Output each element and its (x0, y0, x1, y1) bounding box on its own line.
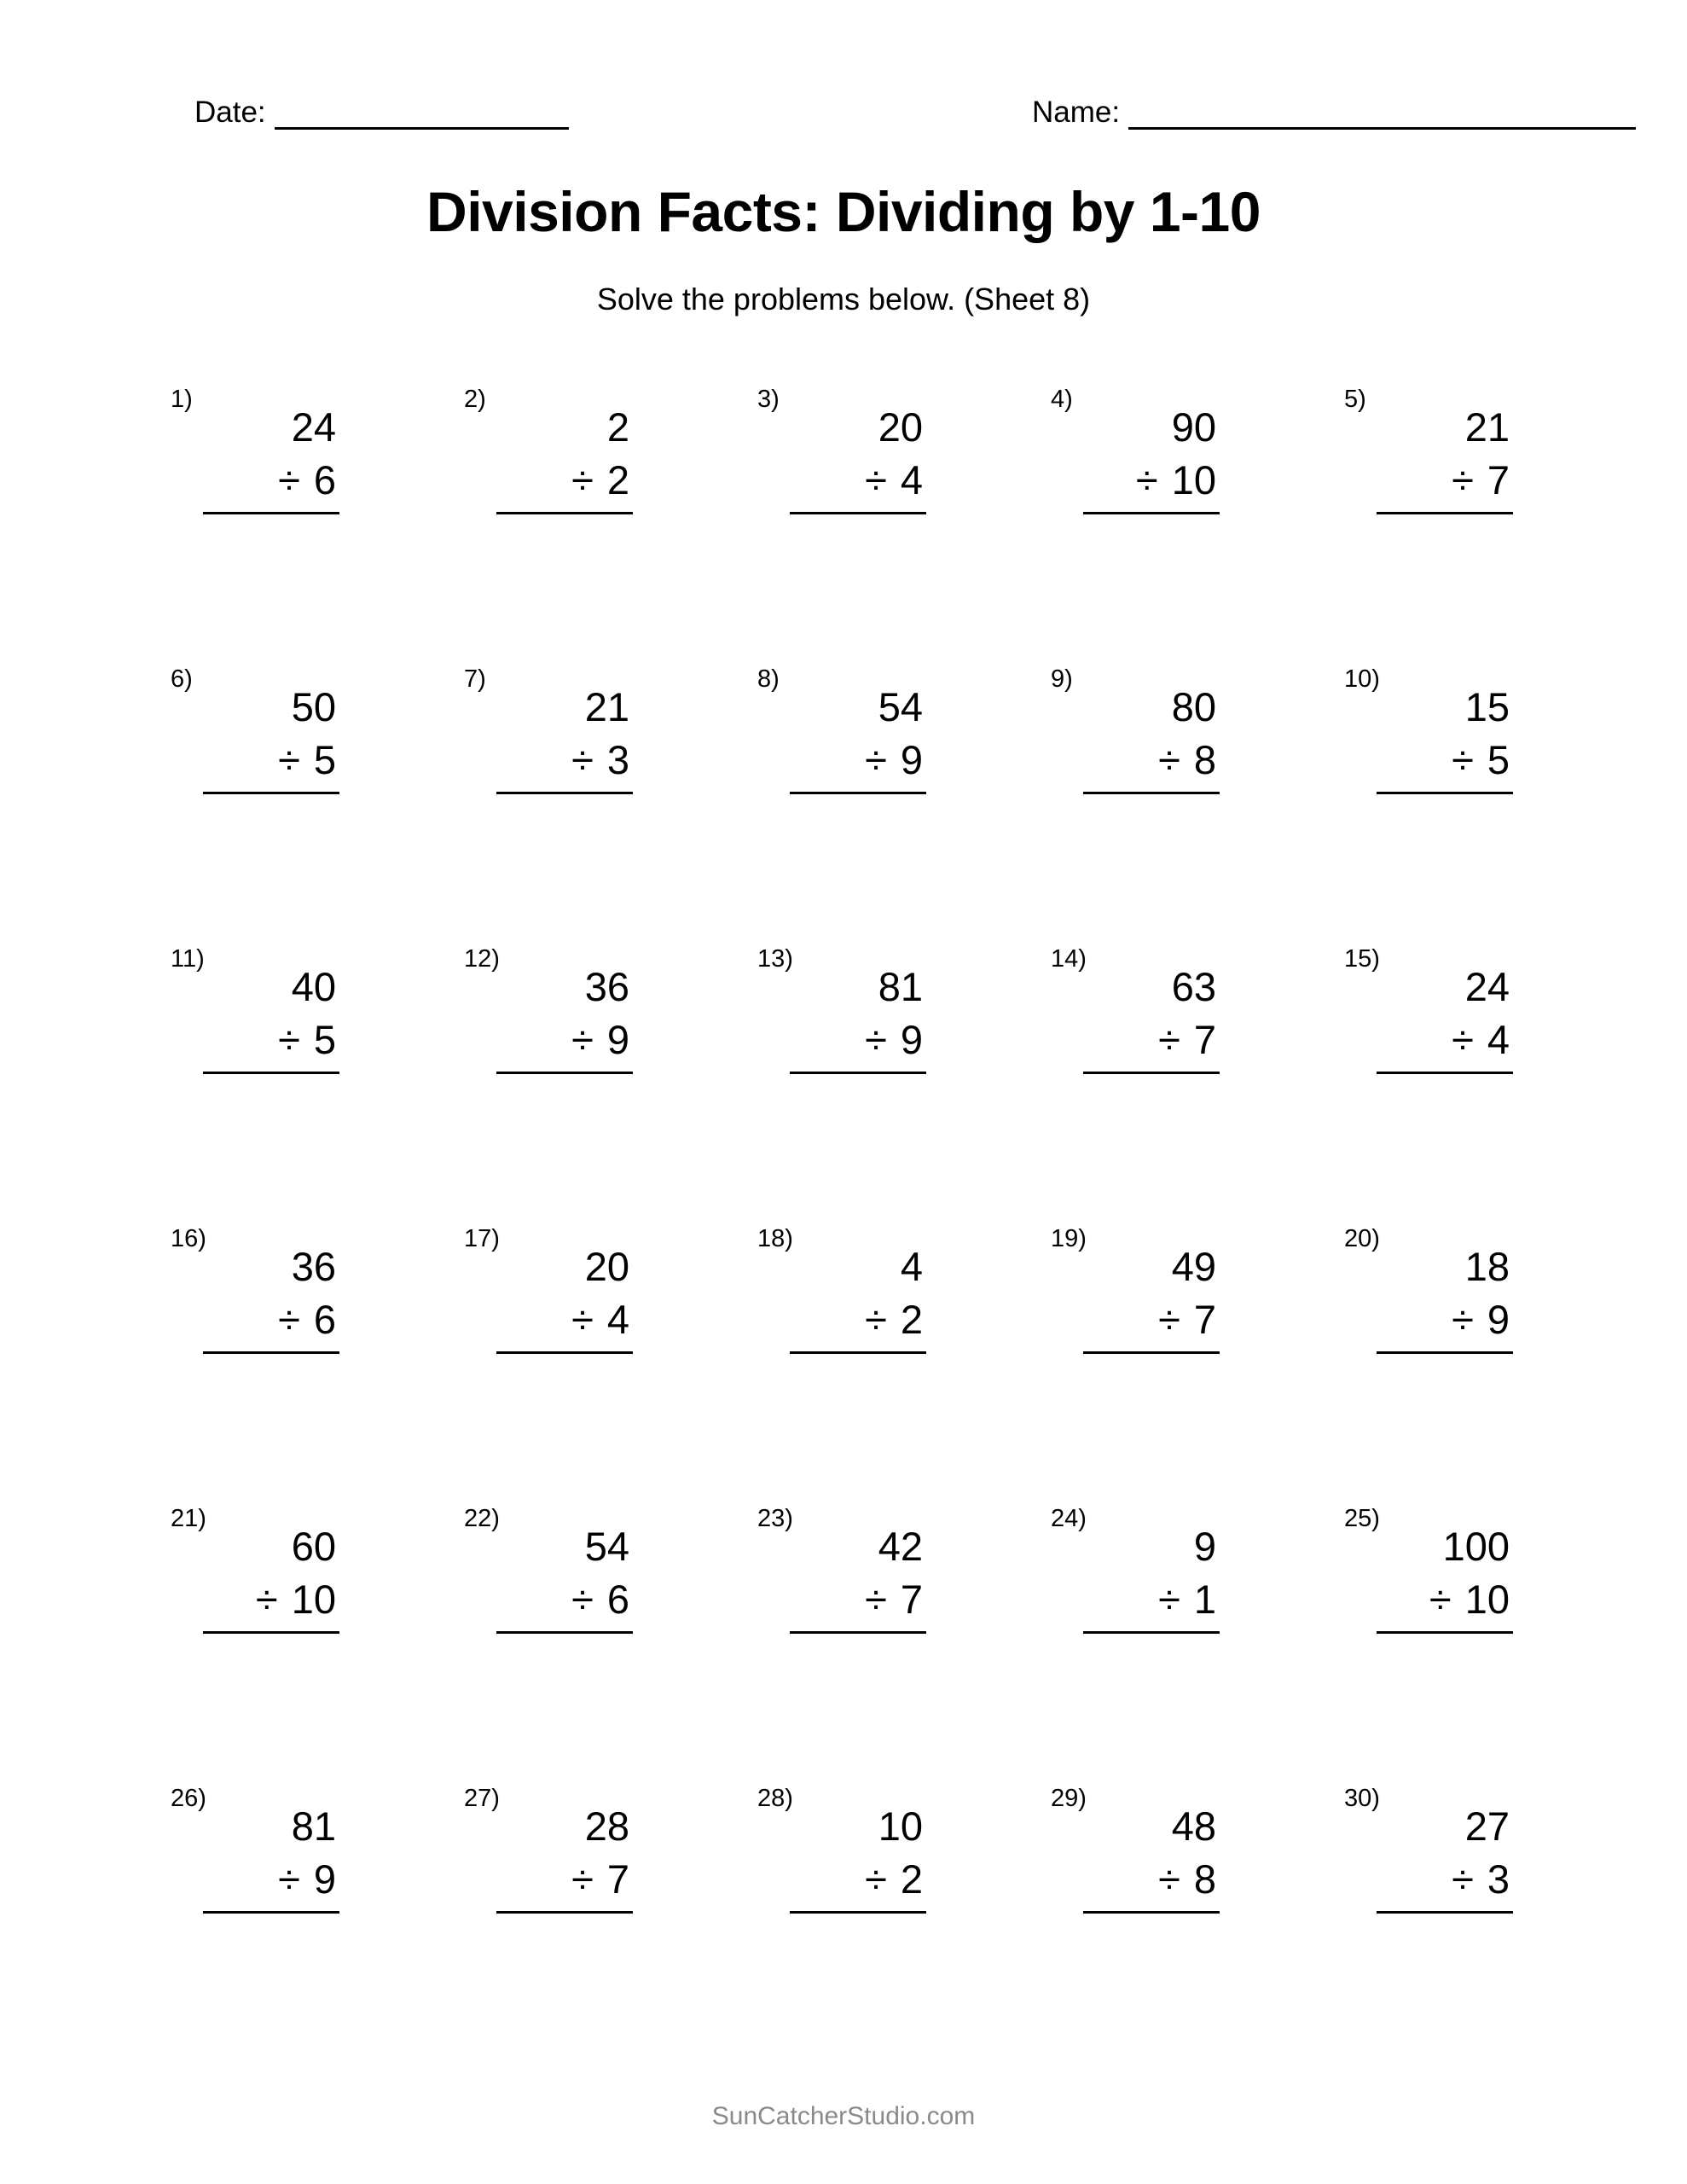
problem-item (1008, 1505, 1301, 1785)
problem-box (790, 1520, 926, 1663)
answer-space[interactable] (203, 514, 339, 543)
divisor: 7 (1193, 1297, 1216, 1342)
divisor-row (1377, 1293, 1513, 1354)
division-sign-icon: ÷ (1135, 457, 1158, 502)
divisor-row (203, 1293, 339, 1354)
division-sign-icon: ÷ (865, 1297, 887, 1342)
divisor-row (1083, 734, 1220, 794)
divisor: 10 (1171, 457, 1216, 502)
division-sign-icon: ÷ (278, 1297, 300, 1342)
problem-item (128, 1225, 421, 1505)
worksheet-header (0, 96, 1687, 147)
problems-grid (128, 386, 1595, 2065)
dividend: 36 (291, 1244, 336, 1289)
divisor-row (1083, 454, 1220, 514)
divisor: 10 (291, 1577, 336, 1622)
problem-number: 30) (1344, 1785, 1380, 1812)
divisor: 4 (606, 1297, 629, 1342)
problem-box (1377, 681, 1513, 823)
divisor-row (496, 1853, 633, 1914)
answer-space[interactable] (203, 794, 339, 823)
problem-item (715, 1785, 1008, 2065)
dividend: 4 (900, 1244, 923, 1289)
answer-space[interactable] (496, 1914, 633, 1943)
division-sign-icon: ÷ (1452, 737, 1474, 782)
site-credit: SunCatcherStudio.com (711, 2102, 976, 2130)
problem-number: 24) (1051, 1505, 1087, 1532)
division-sign-icon: ÷ (571, 737, 594, 782)
problem-box (1083, 1520, 1220, 1663)
problem-box (496, 1520, 633, 1663)
answer-space[interactable] (203, 1914, 339, 1943)
division-sign-icon: ÷ (571, 1017, 594, 1062)
division-sign-icon: ÷ (571, 1856, 594, 1902)
divisor: 7 (1487, 457, 1510, 502)
problem-number: 10) (1344, 665, 1380, 693)
divisor: 4 (1487, 1017, 1510, 1062)
divisor-row (203, 1014, 339, 1074)
problem-number: 18) (757, 1225, 793, 1252)
problem-item (421, 665, 715, 945)
divisor-row (1377, 1014, 1513, 1074)
name-write-line[interactable] (1128, 102, 1636, 130)
divisor: 6 (313, 457, 336, 502)
problem-number: 27) (464, 1785, 500, 1812)
problem-item (715, 945, 1008, 1225)
dividend: 90 (1171, 404, 1216, 450)
division-sign-icon: ÷ (278, 457, 300, 502)
problem-number: 2) (464, 386, 486, 413)
problem-number: 19) (1051, 1225, 1087, 1252)
problem-item (1008, 386, 1301, 665)
division-sign-icon: ÷ (865, 1577, 887, 1622)
divisor-row (1377, 734, 1513, 794)
dividend: 81 (878, 964, 923, 1009)
divisor: 9 (313, 1856, 336, 1902)
problem-number: 8) (757, 665, 780, 693)
division-sign-icon: ÷ (1158, 1856, 1180, 1902)
divisor: 4 (900, 457, 923, 502)
answer-space[interactable] (496, 1634, 633, 1663)
division-sign-icon: ÷ (278, 737, 300, 782)
dividend: 2 (606, 404, 629, 450)
problem-item (715, 386, 1008, 665)
problem-item (421, 1225, 715, 1505)
problem-box (203, 401, 339, 543)
answer-space[interactable] (1377, 1634, 1513, 1663)
divisor-row (496, 454, 633, 514)
problem-item (1008, 665, 1301, 945)
dividend: 100 (1442, 1524, 1510, 1569)
answer-space[interactable] (1377, 794, 1513, 823)
page-title: Division Facts: Dividing by 1-10 (426, 180, 1261, 243)
divisor: 7 (606, 1856, 629, 1902)
problem-number: 7) (464, 665, 486, 693)
problem-box (203, 1800, 339, 1943)
divisor: 1 (1193, 1577, 1216, 1622)
dividend: 20 (878, 404, 923, 450)
answer-space[interactable] (1377, 514, 1513, 543)
division-sign-icon: ÷ (1158, 1017, 1180, 1062)
problem-number: 5) (1344, 386, 1366, 413)
problem-item (1008, 1785, 1301, 2065)
problem-item (1301, 1225, 1595, 1505)
dividend: 54 (584, 1524, 629, 1569)
problem-number: 9) (1051, 665, 1073, 693)
division-sign-icon: ÷ (278, 1017, 300, 1062)
problem-box (1377, 961, 1513, 1103)
answer-space[interactable] (1083, 794, 1220, 823)
divisor-row (203, 1853, 339, 1914)
dividend: 49 (1171, 1244, 1216, 1289)
answer-space[interactable] (790, 1914, 926, 1943)
divisor-row (1083, 1853, 1220, 1914)
problem-box (1083, 1800, 1220, 1943)
problem-item (421, 945, 715, 1225)
answer-space[interactable] (790, 1354, 926, 1383)
answer-space[interactable] (1083, 1354, 1220, 1383)
problem-number: 23) (757, 1505, 793, 1532)
answer-space[interactable] (1377, 1914, 1513, 1943)
divisor: 6 (313, 1297, 336, 1342)
problem-number: 25) (1344, 1505, 1380, 1532)
dividend: 28 (584, 1804, 629, 1849)
problem-box (790, 681, 926, 823)
dividend: 18 (1464, 1244, 1510, 1289)
problem-box (496, 1800, 633, 1943)
answer-space[interactable] (496, 514, 633, 543)
division-sign-icon: ÷ (571, 457, 594, 502)
problem-box (1083, 681, 1220, 823)
problem-item (1301, 386, 1595, 665)
problem-number: 21) (171, 1505, 206, 1532)
problem-number: 3) (757, 386, 780, 413)
problem-item (1301, 665, 1595, 945)
divisor-row (203, 454, 339, 514)
problem-item (128, 386, 421, 665)
date-write-line[interactable] (275, 102, 569, 130)
answer-space[interactable] (1083, 514, 1220, 543)
divisor-row (1083, 1014, 1220, 1074)
problem-box (1083, 961, 1220, 1103)
problem-number: 28) (757, 1785, 793, 1812)
dividend: 21 (584, 684, 629, 729)
dividend: 80 (1171, 684, 1216, 729)
answer-space[interactable] (496, 1074, 633, 1103)
divisor-row (496, 1293, 633, 1354)
division-sign-icon: ÷ (278, 1856, 300, 1902)
problem-number: 17) (464, 1225, 500, 1252)
problem-box (790, 1240, 926, 1383)
problem-item (1008, 945, 1301, 1225)
name-field-group (1032, 96, 1636, 130)
division-sign-icon: ÷ (571, 1577, 594, 1622)
answer-space[interactable] (203, 1074, 339, 1103)
answer-space[interactable] (1083, 1634, 1220, 1663)
dividend: 54 (878, 684, 923, 729)
dividend: 24 (1464, 964, 1510, 1009)
problem-number: 14) (1051, 945, 1087, 973)
problem-box (203, 681, 339, 823)
answer-space[interactable] (203, 1354, 339, 1383)
problem-box (203, 961, 339, 1103)
divisor-row (1377, 1573, 1513, 1634)
problem-box (1377, 1800, 1513, 1943)
divisor-row (203, 1573, 339, 1634)
problem-item (128, 1785, 421, 2065)
division-sign-icon: ÷ (1452, 1297, 1474, 1342)
division-sign-icon: ÷ (571, 1297, 594, 1342)
problem-item (1301, 945, 1595, 1225)
divisor-row (790, 1573, 926, 1634)
answer-space[interactable] (496, 1354, 633, 1383)
division-sign-icon: ÷ (1158, 737, 1180, 782)
problem-number: 20) (1344, 1225, 1380, 1252)
divisor-row (790, 1014, 926, 1074)
problem-box (1377, 1240, 1513, 1383)
problem-number: 1) (171, 386, 193, 413)
dividend: 40 (291, 964, 336, 1009)
divisor: 3 (606, 737, 629, 782)
name-label: Name: (1032, 96, 1121, 129)
problem-box (1377, 401, 1513, 543)
divisor-row (790, 734, 926, 794)
divisor-row (790, 454, 926, 514)
problem-item (421, 1505, 715, 1785)
divisor-row (203, 734, 339, 794)
problem-item (421, 386, 715, 665)
problem-number: 15) (1344, 945, 1380, 973)
answer-space[interactable] (790, 794, 926, 823)
dividend: 36 (584, 964, 629, 1009)
dividend: 20 (584, 1244, 629, 1289)
problem-number: 11) (171, 945, 205, 973)
answer-space[interactable] (790, 1074, 926, 1103)
problem-number: 12) (464, 945, 500, 973)
divisor: 2 (900, 1297, 923, 1342)
problem-item (1301, 1505, 1595, 1785)
problem-box (496, 401, 633, 543)
divisor: 6 (606, 1577, 629, 1622)
divisor: 5 (313, 737, 336, 782)
problem-number: 26) (171, 1785, 206, 1812)
problem-box (203, 1240, 339, 1383)
answer-space[interactable] (790, 514, 926, 543)
date-field-group (194, 96, 569, 130)
problem-item (128, 945, 421, 1225)
dividend: 48 (1171, 1804, 1216, 1849)
problem-box (496, 961, 633, 1103)
divisor-row (496, 734, 633, 794)
divisor-row (1377, 1853, 1513, 1914)
division-sign-icon: ÷ (1452, 1856, 1474, 1902)
answer-space[interactable] (203, 1634, 339, 1663)
divisor: 5 (313, 1017, 336, 1062)
dividend: 63 (1171, 964, 1216, 1009)
divisor: 9 (1487, 1297, 1510, 1342)
divisor-row (1083, 1573, 1220, 1634)
problem-box (790, 1800, 926, 1943)
problem-number: 16) (171, 1225, 206, 1252)
dividend: 50 (291, 684, 336, 729)
divisor-row (496, 1573, 633, 1634)
problem-item (128, 1505, 421, 1785)
divisor-row (1377, 454, 1513, 514)
dividend: 60 (291, 1524, 336, 1569)
problem-item (715, 665, 1008, 945)
divisor-row (790, 1293, 926, 1354)
problem-number: 4) (1051, 386, 1073, 413)
problem-item (1008, 1225, 1301, 1505)
problem-item (715, 1505, 1008, 1785)
divisor-row (790, 1853, 926, 1914)
problem-item (128, 665, 421, 945)
division-sign-icon: ÷ (1452, 1017, 1474, 1062)
date-label: Date: (194, 96, 266, 129)
division-sign-icon: ÷ (865, 737, 887, 782)
divisor: 2 (900, 1856, 923, 1902)
divisor: 9 (900, 1017, 923, 1062)
problem-number: 22) (464, 1505, 500, 1532)
division-sign-icon: ÷ (865, 1856, 887, 1902)
divisor: 10 (1464, 1577, 1510, 1622)
dividend: 21 (1464, 404, 1510, 450)
problem-item (421, 1785, 715, 2065)
division-sign-icon: ÷ (865, 1017, 887, 1062)
dividend: 81 (291, 1804, 336, 1849)
dividend: 9 (1193, 1524, 1216, 1569)
dividend: 10 (878, 1804, 923, 1849)
answer-space[interactable] (1377, 1354, 1513, 1383)
problem-box (790, 401, 926, 543)
divisor: 7 (1193, 1017, 1216, 1062)
problem-number: 6) (171, 665, 193, 693)
problem-item (715, 1225, 1008, 1505)
answer-space[interactable] (790, 1634, 926, 1663)
problem-box (1377, 1520, 1513, 1663)
problem-box (1083, 1240, 1220, 1383)
answer-space[interactable] (1083, 1914, 1220, 1943)
problem-item (1301, 1785, 1595, 2065)
problem-box (496, 681, 633, 823)
problem-box (1083, 401, 1220, 543)
divisor: 8 (1193, 737, 1216, 782)
problem-number: 29) (1051, 1785, 1087, 1812)
division-sign-icon: ÷ (1452, 457, 1474, 502)
dividend: 24 (291, 404, 336, 450)
divisor: 9 (900, 737, 923, 782)
division-sign-icon: ÷ (865, 457, 887, 502)
dividend: 15 (1464, 684, 1510, 729)
divisor: 9 (606, 1017, 629, 1062)
division-sign-icon: ÷ (1158, 1297, 1180, 1342)
division-sign-icon: ÷ (1158, 1577, 1180, 1622)
divisor-row (1083, 1293, 1220, 1354)
problem-number: 13) (757, 945, 793, 973)
divisor: 8 (1193, 1856, 1216, 1902)
answer-space[interactable] (1083, 1074, 1220, 1103)
divisor: 2 (606, 457, 629, 502)
dividend: 42 (878, 1524, 923, 1569)
divisor: 7 (900, 1577, 923, 1622)
problem-box (790, 961, 926, 1103)
problem-box (203, 1520, 339, 1663)
divisor: 3 (1487, 1856, 1510, 1902)
problem-box (496, 1240, 633, 1383)
answer-space[interactable] (1377, 1074, 1513, 1103)
divisor-row (496, 1014, 633, 1074)
divisor: 5 (1487, 737, 1510, 782)
dividend: 27 (1464, 1804, 1510, 1849)
division-sign-icon: ÷ (1429, 1577, 1452, 1622)
answer-space[interactable] (496, 794, 633, 823)
page-subtitle: Solve the problems below. (Sheet 8) (596, 282, 1091, 317)
division-sign-icon: ÷ (255, 1577, 278, 1622)
